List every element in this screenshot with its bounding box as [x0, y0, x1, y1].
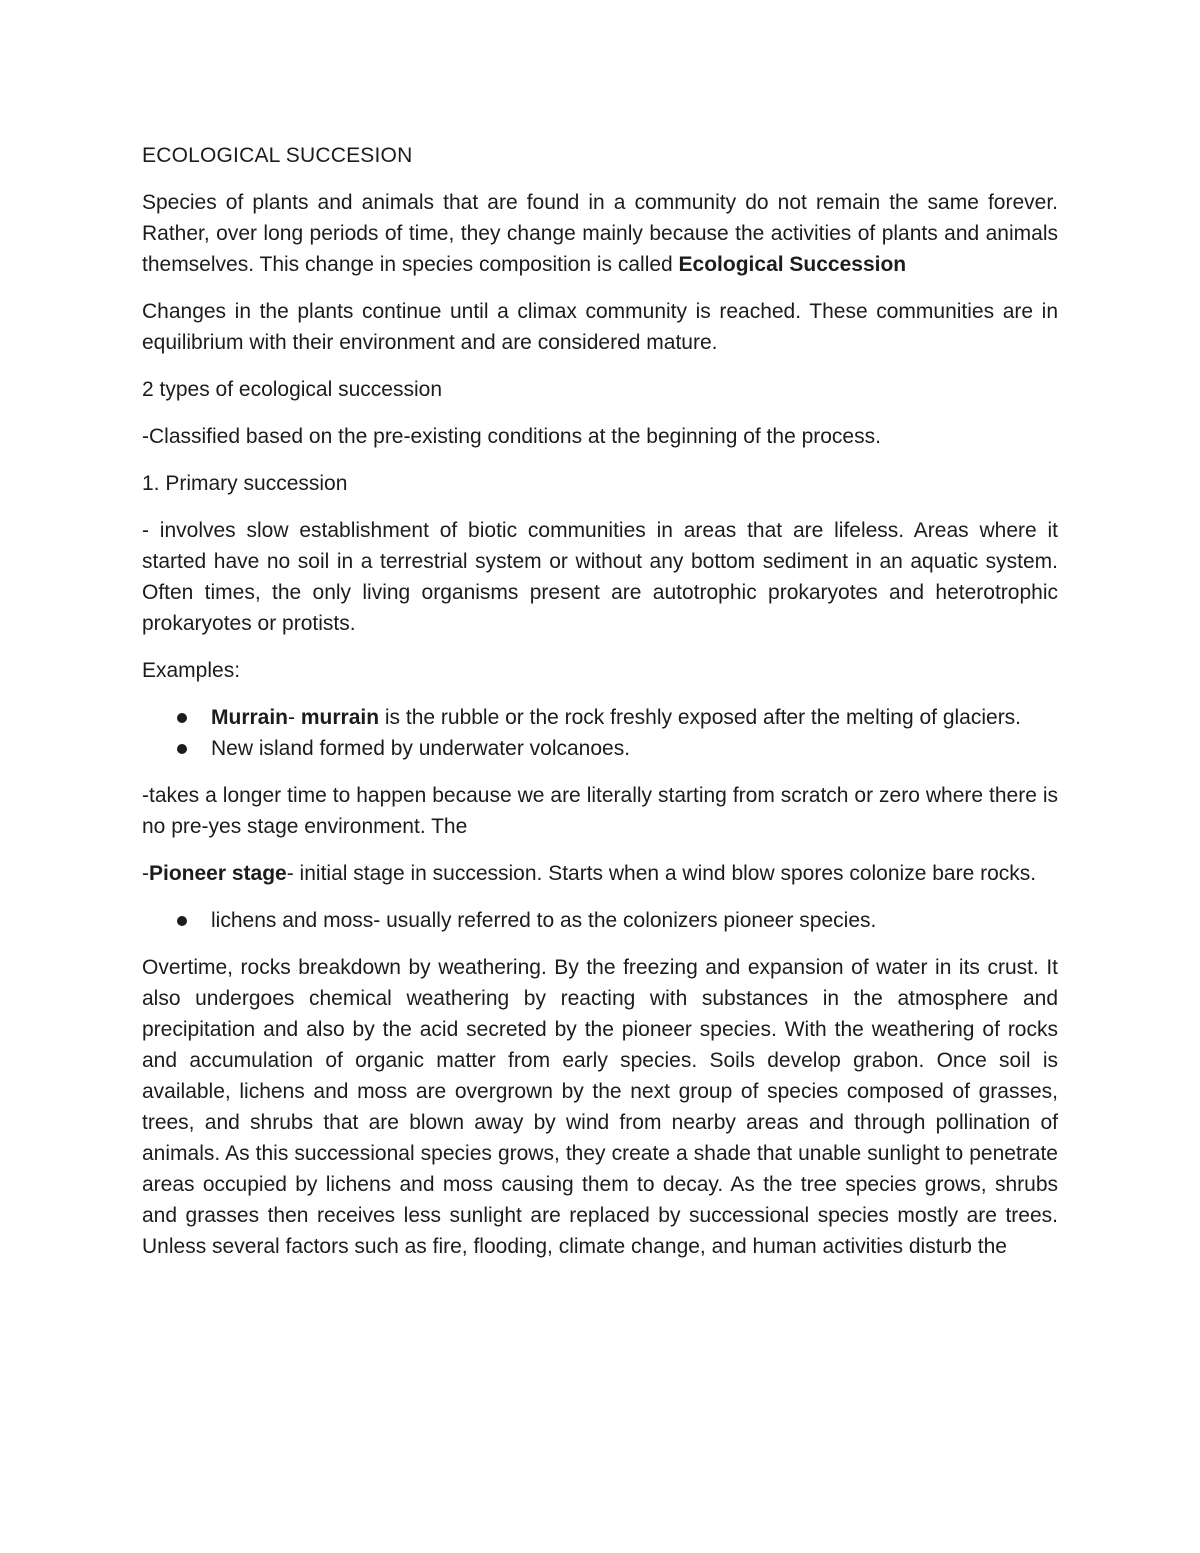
paragraph-types-heading: 2 types of ecological succession — [142, 378, 442, 401]
examples-label: Examples: — [142, 659, 241, 682]
paragraph-intro-text: Species of plants and animals that are found in a community do not remain the same forever. Rather, over long periods of time, they change mainly because the activities of plants and animals themselves. This change in species composition is called — [142, 191, 1058, 276]
examples-list — [142, 702, 1058, 764]
paragraph-longer-time: -takes a longer time to happen because we are literally starting from scratch or zero where there is no pre-yes stage environment. The — [142, 784, 1058, 838]
paragraph-classified: -Classified based on the pre-existing conditions at the beginning of the process. — [142, 425, 881, 448]
list-item: lichens and moss- usually referred to as the colonizers pioneer species. — [211, 905, 1058, 936]
pioneer-list — [142, 905, 1058, 936]
primary-succession-heading: 1. Primary succession — [142, 472, 348, 495]
document-page — [142, 140, 1058, 1278]
murrain-separator: - — [288, 706, 301, 729]
ecological-succession-term: Ecological Succession — [678, 253, 907, 276]
murrain-definition: is the rubble or the rock freshly exposed after the melting of glaciers. — [379, 706, 1022, 729]
paragraph-intro — [142, 187, 1058, 280]
list-item — [211, 702, 1058, 733]
list-item: New island formed by underwater volcanoes. — [211, 733, 1058, 764]
murrain-term: Murrain — [211, 706, 289, 729]
pioneer-stage-definition: - initial stage in succession. Starts when a wind blow spores colonize bare rocks. — [286, 862, 1037, 885]
document-title: ECOLOGICAL SUCCESION — [142, 144, 413, 167]
murrain-term-2: murrain — [300, 706, 380, 729]
paragraph-primary-description: - involves slow establishment of biotic communities in areas that are lifeless. Areas where it started have no soil in a terrestrial system or without any bottom sediment in an aquatic system. Often times, the only living organisms present are autotrophic prokaryotes and heterotrophic prokaryotes or protists. — [142, 519, 1058, 635]
pioneer-stage-term: Pioneer stage — [149, 862, 287, 885]
paragraph-pioneer-stage — [142, 858, 1058, 889]
pioneer-prefix: - — [142, 862, 149, 885]
paragraph-overtime: Overtime, rocks breakdown by weathering. By the freezing and expansion of water in its crust. It also undergoes chemical weathering by reacting with substances in the atmosphere and precipitation and also by the acid secreted by the pioneer species. With the weathering of rocks and accumulation of organic matter from early species. Soils develop grabon. Once soil is available, lichens and moss are overgrown by the next group of species composed of grasses, trees, and shrubs that are blown away by wind from nearby areas and through pollination of animals. As this successional species grows, they create a shade that unable sunlight to penetrate areas occupied by lichens and moss causing them to decay. As the tree species grows, shrubs and grasses then receives less sunlight are replaced by successional species mostly are trees. Unless several factors such as fire, flooding, climate change, and human activities disturb the — [142, 956, 1058, 1258]
paragraph-climax: Changes in the plants continue until a climax community is reached. These communities are in equilibrium with their environment and are considered mature. — [142, 300, 1058, 354]
